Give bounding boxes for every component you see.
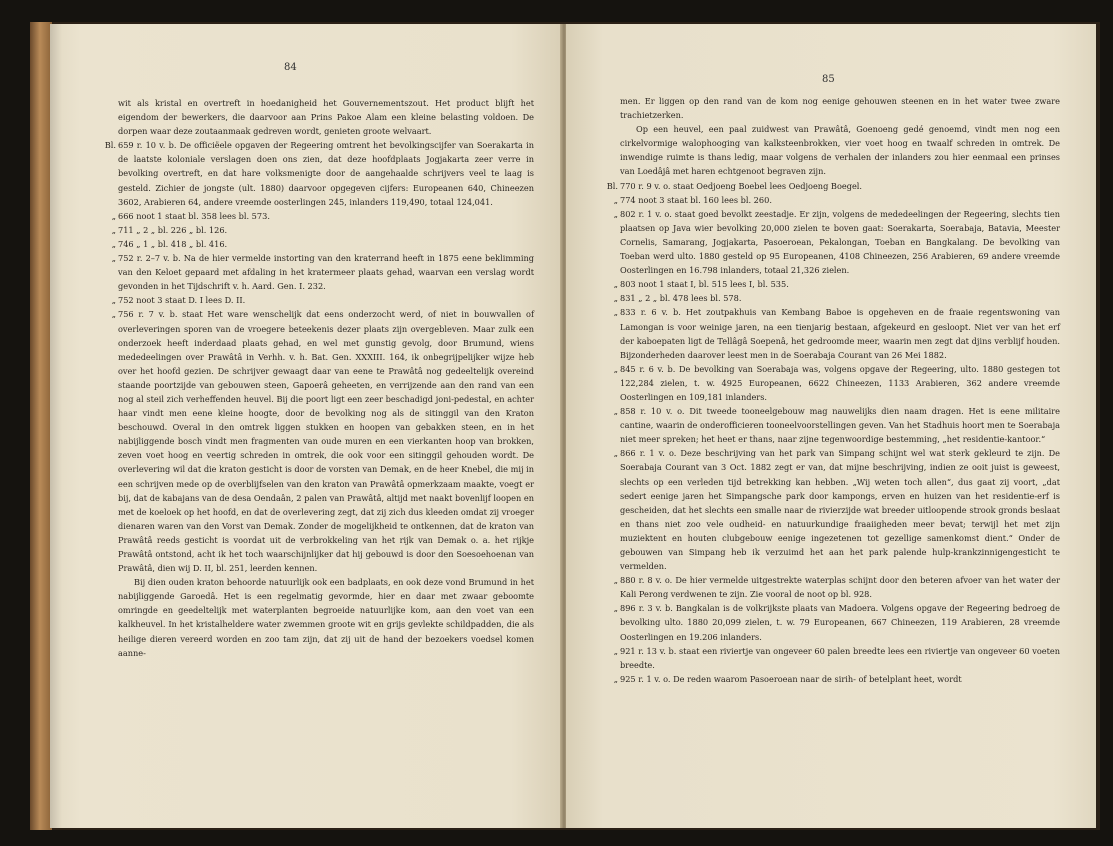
erratum-entry: „ 866 r. 1 v. o. Deze beschrijving van het park van Simpang schijnt wel wat sterk gekleurd te zijn. De Soerabaja Courant van 3 Oct. 1882 zegt er van, dat mijne beschrijving, indien ze ooit juist is geweest, slechts op een verleden tijd betrekking kan hebben. „Wij weten toch allen“, dus gaat zij voort, „dat sedert eenige jaren het Simpangsche park door kampongs, erven en huizen van het residentie-erf is gescheiden, dat het slechts een smalle naar de rivierzijde wat breeder uitloopende strook gronds beslaat en thans niet zoo vele oudheid- en natuurkundige fraaiigheden meer bevat; terwijl het met zijn muziektent en houten clubgebouw eenige ingezetenen tot gezellige samenkomst dient.“ Onder de gebouwen van Simpang heb ik verzuimd het aan het park palende hulp-krankzinnigengesticht te vermelden. xyxy=(613,448,1060,572)
erratum-entry: „ 803 noot 1 staat I, bl. 515 lees I, bl. 535. xyxy=(613,279,789,290)
paragraph: Bij dien ouden kraton behoorde natuurlijk ook een badplaats, en ook deze vond Brumund in het nabijliggende Garoedâ. Het is een regelmatig gevormde, hier en daar met zwaar geboomte omringde en geedeltelijk met waterplanten begroeide natuurlijke kom, aan den voet van een kalkheuvel. In het kristalheldere water zwemmen groote wit en grijs gevlekte schildpadden, die als heilige dieren vereerd worden en zoo tam zijn, dat zij uit de hand der bezoekers voedsel komen aanne- xyxy=(118,577,534,658)
erratum-entry: „ 896 r. 3 v. b. Bangkalan is de volkrijkste plaats van Madoera. Volgens opgave der Regeering bedroeg de bevolking ulto. 1880 20,099 zielen, t. w. 79 Europeanen, 667 Chineezen, 119 Arabieren, 28 vreemde Oosterlingen en 19.206 inlanders. xyxy=(613,603,1060,642)
erratum-entry: „ 752 r. 2–7 v. b. Na de hier vermelde instorting van den kraterrand heeft in 1875 eene beklimming van den Keloet gepaard met afdaling in het kratermeer plaats gehad, waarvan een verslag wordt gevonden in het Tijdschrift v. h. Aard. Gen. I. 232. xyxy=(111,253,534,292)
erratum-entry: „ 858 r. 10 v. o. Dit tweede tooneelgebouw mag nauwelijks dien naam dragen. Het is eene militaire cantine, waarin de onderofficieren tooneelvoorstellingen geven. Van het Stadhuis hoort men te Soerabaja niet meer spreken; het heet er thans, naar zijne tegenwoordige bestemming, „het residentie-kantoor.“ xyxy=(613,406,1060,445)
page-number: 84 xyxy=(284,62,297,73)
page-text xyxy=(104,96,534,660)
erratum-entry: Bl. 770 r. 9 v. o. staat Oedjoeng Boebel lees Oedjoeng Boegel. xyxy=(606,180,863,191)
erratum-entry: „ 774 noot 3 staat bl. 160 lees bl. 260. xyxy=(613,194,772,205)
page-edge-shadow xyxy=(50,24,62,828)
erratum-entry: „ 880 r. 8 v. o. De hier vermelde uitgestrekte waterplas schijnt door den beteren afvoer van het water der Kali Perong verdwenen te zijn. Zie vooral de noot op bl. 928. xyxy=(613,575,1060,600)
erratum-entry: „ 756 r. 7 v. b. staat Het ware wenschelijk dat eens onderzocht werd, of niet in bouwvallen of overleveringen sporen van de vroegere beteekenis dezer plaats zijn overgebleven. Maar zulk een onderzoek heeft inderdaad plaats gehad, en wel met gunstig gevolg, door Brumund, wiens mededeelingen over Prawâtâ in Verhh. v. h. Bat. Gen. XXXIII. 164, ik onbegrijpelijker wijze heb over het hoofd gezien. De schrijver gewaagt daar van eene te Prawâtâ nog gedeeltelijk overeind staande poortzijde van gebouwen steen, Gapoerâ geheeten, en verrijzende aan den rand van een nog al steil zich verheffenden heuvel. Bij die poort ligt een zeer beschadigd joni-pedestal, en achter haar vindt men eene kleine hoogte, door de bevolking nog als de sitinggil van den Kraton beschouwd. Overal in den omtrek liggen stukken en hoopen van gebakken steen, en in het nabijliggende bosch vindt men fragmenten van oude muren en een vierkanten hoop van brokken, zeven voet hoog en veertig schreden in omtrek, die ook voor een sitinggil gehouden wordt. De overlevering wil dat die kraton gesticht is door de vorsten van Demak, en de heer Knebel, die mij in een schrijven mede op de overblijfselen van den kraton van Prawâtâ opmerkzaam maakte, voegt er bij, dat de kabajans van de desa Oendaân, 2 palen van Prawâtâ, altijd met naakt bovenlijf loopen en met de koeloek op het hoofd, en dat de overlevering zegt, dat zij zich dus kleeden omdat zij vroeger dienaren waren van den Vorst van Demak. Zonder de mogelijkheid te ontkennen, dat de kraton van Prawâtâ reeds gesticht is voordat uit de verbrokkeling van het rijk van Demak o. a. het rijkje Prawâtâ ontstond, acht ik het toch waarschijnlijker dat hij gebouwd is door den Soesoehoenan van Prawâtâ, dien wij D. II, bl. 251, leerden kennen. xyxy=(111,309,534,574)
page-text xyxy=(606,94,1060,686)
page-number: 85 xyxy=(822,74,835,85)
erratum-entry: „ 833 r. 6 v. b. Het zoutpakhuis van Kembang Baboe is opgeheven en de fraaie regentswoning van Lamongan is voor weinige jaren, na een tienjarig bestaan, afgekeurd en gesloopt. Niet ver van het erf der kaboepaten ligt de Tellâgâ Soepenâ, het gedroomde meer, waarin men zegt dat djins verblijf houden. Bijzonderheden daarover leest men in de Soerabaja Courant van 26 Mei 1882. xyxy=(613,307,1060,360)
erratum-entry: Bl. 659 r. 10 v. b. De officiëele opgaven der Regeering omtrent het bevolkingscijfer van Soerakarta in de laatste koloniale verslagen doen ons zien, dat deze hoofdplaats Jogjakarta zeer verre in bevolking overtreft, en dat hare volksmenigte door de aangehaalde schrijvers veel te laag is gesteld. Zichier de jongste (ult. 1880) daarvoor opgegeven cijfers: Europeanen 640, Chineezen 3602, Arabieren 64, andere vreemde oosterlingen 245, inlanders 119,490, totaal 124,041. xyxy=(104,140,534,207)
erratum-entry: „ 831 „ 2 „ bl. 478 lees bl. 578. xyxy=(613,293,742,304)
book-spine xyxy=(30,22,52,830)
erratum-entry: „ 666 noot 1 staat bl. 358 lees bl. 573. xyxy=(111,210,270,221)
paragraph: wit als kristal en overtreft in hoedanigheid het Gouvernementszout. Het product blijft het eigendom der bewerkers, die daarvoor aan Prins Pakoe Alam een kleine belasting voldoen. De dorpen waar deze zoutaanmaak gedreven wordt, genieten groote welvaart. xyxy=(118,98,534,137)
right-page xyxy=(566,24,1096,828)
paragraph: men. Er liggen op den rand van de kom nog eenige gehouwen steenen en in het water twee zware trachietzerken. xyxy=(620,96,1060,121)
erratum-entry: „ 845 r. 6 v. b. De bevolking van Soerabaja was, volgens opgave der Regeering, ulto. 1880 gestegen tot 122,284 zielen, t. w. 4925 Europeanen, 6622 Chineezen, 1133 Arabieren, 362 andere vreemde Oosterlingen en 109,181 inlanders. xyxy=(613,363,1060,402)
erratum-entry: „ 802 r. 1 v. o. staat goed bevolkt zeestadje. Er zijn, volgens de mededeelingen der Regeering, slechts tien plaatsen op Java wier bevolking 20,000 zielen te boven gaat: Soerakarta, Soerabaja, Batavia, Meester Cornelis, Samarang, Jogjakarta, Pasoeroean, Pekalongan, Toeban en Bangkalang. De bevolking van Toeban werd ulto. 1880 gesteld op 95 Europeanen, 4108 Chineezen, 256 Arabieren, 69 andere vreemde Oosterlingen en 16.798 inlanders, totaal 21,326 zielen. xyxy=(613,208,1060,276)
erratum-entry: „ 752 noot 3 staat D. I lees D. II. xyxy=(111,295,246,306)
erratum-entry: „ 925 r. 1 v. o. De reden waarom Pasoeroean naar de sirih- of betelplant heet, wordt xyxy=(613,673,962,684)
paragraph: Op een heuvel, een paal zuidwest van Prawâtâ, Goenoeng gedé genoemd, vindt men nog een cirkelvormige walophooging van kalksteenbrokken, vier voet hoog en twaalf schreden in omtrek. De inwendige ruimte is thans ledig, maar volgens de verhalen der inlanders zou hier eenmaal een prinses van Loedâjâ met haren echtgenoot begraven zijn. xyxy=(620,124,1060,177)
erratum-entry: „ 746 „ 1 „ bl. 418 „ bl. 416. xyxy=(111,238,228,249)
left-page xyxy=(50,24,562,828)
erratum-entry: „ 711 „ 2 „ bl. 226 „ bl. 126. xyxy=(111,224,228,235)
erratum-entry: „ 921 r. 13 v. b. staat een riviertje van ongeveer 60 palen breedte lees een riviertje van ongeveer 60 voeten breedte. xyxy=(613,645,1060,670)
